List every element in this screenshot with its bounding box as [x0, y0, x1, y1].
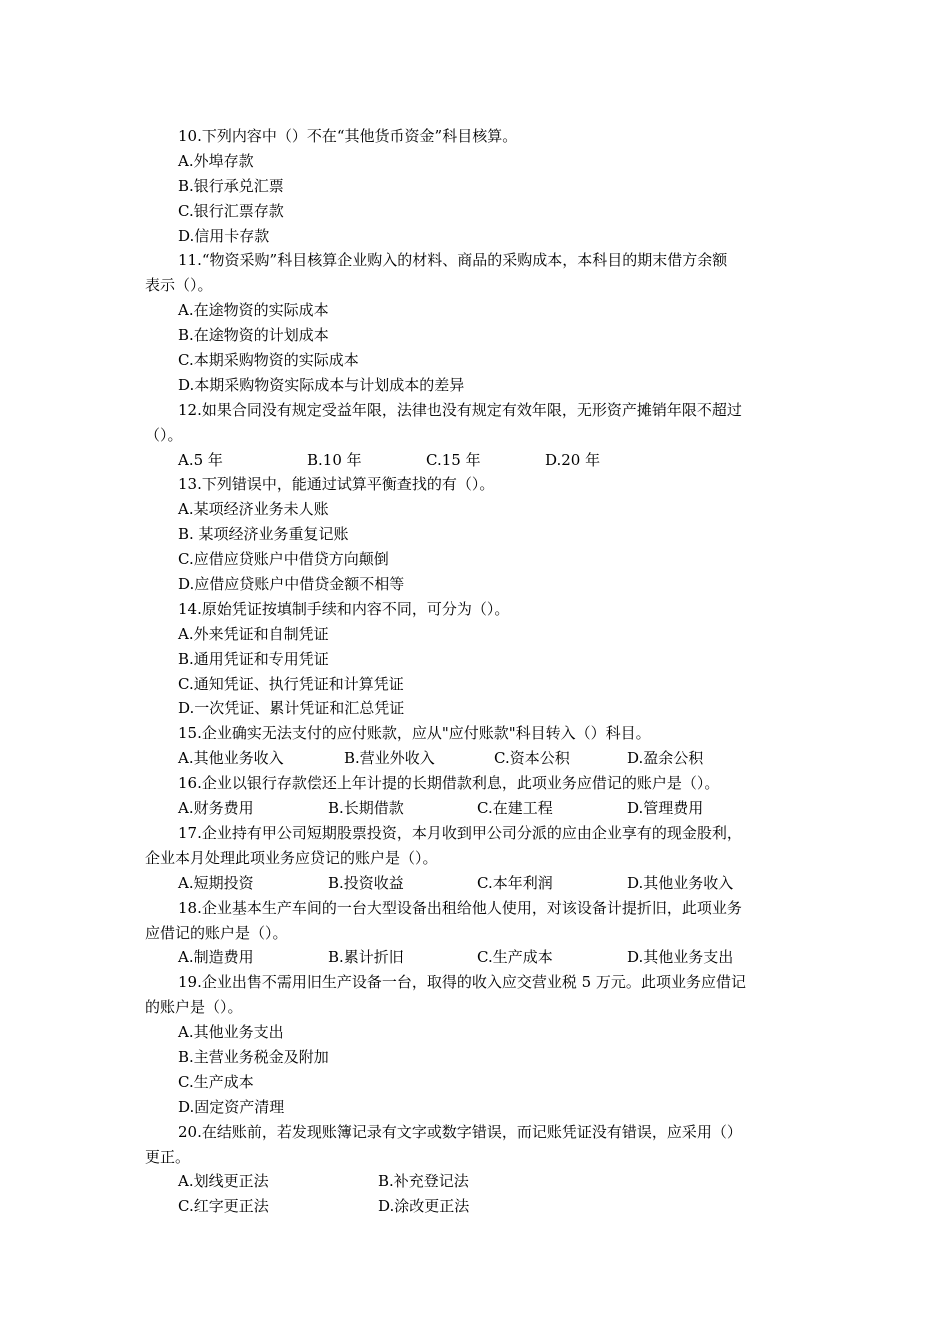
question-17-option-b: B.投资收益 — [328, 873, 404, 892]
question-11-option-a: A.在途物资的实际成本 — [178, 301, 329, 320]
question-17-options — [145, 871, 810, 896]
question-16-option-a: A.财务费用 — [178, 799, 254, 818]
question-12-stem-line1: 12.如果合同没有规定受益年限，法律也没有规定有效年限，无形资产摊销年限不超过 — [178, 400, 742, 419]
question-19-option-c: C.生产成本 — [178, 1072, 254, 1091]
question-10-option-c: C.银行汇票存款 — [178, 201, 284, 220]
question-16-option-d: D.管理费用 — [627, 799, 704, 818]
question-20-options-row1 — [145, 1169, 810, 1194]
question-15-option-d: D.盈余公积 — [627, 749, 704, 768]
question-16-stem: 16.企业以银行存款偿还上年计提的长期借款利息，此项业务应借记的账户是（）。 — [178, 774, 720, 793]
question-17-option-a: A.短期投资 — [178, 873, 254, 892]
question-19-stem-line1: 19.企业出售不需用旧生产设备一台，取得的收入应交营业税 5 万元。此项业务应借记 — [178, 973, 746, 992]
question-12-option-c: C.15 年 — [426, 450, 481, 469]
question-11-stem-line1: 11.“物资采购”科目核算企业购入的材料、商品的采购成本，本科目的期末借方余额 — [178, 251, 728, 270]
question-18-options — [145, 945, 810, 970]
question-11-option-c: C.本期采购物资的实际成本 — [178, 351, 359, 370]
question-13-stem: 13.下列错误中，能通过试算平衡查找的有（）。 — [178, 475, 495, 494]
question-10-stem: 10.下列内容中（）不在“其他货币资金”科目核算。 — [178, 127, 518, 145]
question-18-stem-line2: 应借记的账户是（）。 — [145, 923, 288, 942]
question-12-stem-line2: （）。 — [145, 425, 183, 444]
question-18-option-d: D.其他业务支出 — [627, 948, 734, 967]
question-14-option-c: C.通知凭证、执行凭证和计算凭证 — [178, 674, 404, 693]
question-10-option-b: B.银行承兑汇票 — [178, 176, 284, 195]
question-12-option-d: D.20 年 — [545, 450, 601, 469]
question-13-option-d: D.应借应贷账户中借贷金额不相等 — [178, 575, 405, 594]
question-15-option-b: B.营业外收入 — [344, 749, 435, 768]
question-20-option-a: A.划线更正法 — [178, 1172, 269, 1191]
question-17-option-c: C.本年利润 — [477, 873, 553, 892]
question-13-option-b: B. 某项经济业务重复记账 — [178, 525, 349, 544]
question-17-stem-line2: 企业本月处理此项业务应贷记的账户是（）。 — [145, 848, 438, 867]
question-12-option-b: B.10 年 — [307, 450, 362, 469]
question-20-stem-line2: 更正。 — [145, 1147, 191, 1166]
question-11-option-b: B.在途物资的计划成本 — [178, 326, 329, 345]
question-16-options — [145, 796, 810, 821]
question-10-option-a: A.外埠存款 — [178, 151, 254, 170]
question-19-option-b: B.主营业务税金及附加 — [178, 1047, 329, 1066]
question-16-option-c: C.在建工程 — [477, 799, 553, 818]
question-19-option-d: D.固定资产清理 — [178, 1097, 285, 1116]
question-20-stem-line1: 20.在结账前，若发现账簿记录有文字或数字错误，而记账凭证没有错误，应采用（） — [178, 1122, 742, 1141]
question-18-stem-line1: 18.企业基本生产车间的一台大型设备出租给他人使用，对该设备计提折旧，此项业务 — [178, 898, 742, 917]
question-17-option-d: D.其他业务收入 — [627, 873, 734, 892]
question-14-stem: 14.原始凭证按填制手续和内容不同，可分为（）。 — [178, 599, 510, 618]
question-14-option-b: B.通用凭证和专用凭证 — [178, 649, 329, 668]
question-10-option-d: D.信用卡存款 — [178, 226, 270, 245]
question-20-option-d: D.涂改更正法 — [378, 1197, 470, 1216]
question-17-stem-line1: 17.企业持有甲公司短期股票投资，本月收到甲公司分派的应由企业享有的现金股利， — [178, 823, 742, 842]
question-20-option-b: B.补充登记法 — [378, 1172, 469, 1191]
question-14-option-a: A.外来凭证和自制凭证 — [178, 624, 329, 643]
question-18-option-a: A.制造费用 — [178, 948, 254, 967]
question-19-option-a: A.其他业务支出 — [178, 1023, 284, 1042]
question-12-option-a: A.5 年 — [178, 450, 223, 469]
question-14-option-d: D.一次凭证、累计凭证和汇总凭证 — [178, 699, 405, 718]
question-11-option-d: D.本期采购物资实际成本与计划成本的差异 — [178, 375, 465, 394]
question-15-option-c: C.资本公积 — [494, 749, 570, 768]
question-18-option-c: C.生产成本 — [477, 948, 553, 967]
question-20-option-c: C.红字更正法 — [178, 1197, 269, 1216]
question-20-options-row2 — [145, 1194, 810, 1219]
question-19-stem-line2: 的账户是（）。 — [145, 998, 243, 1017]
question-13-option-c: C.应借应贷账户中借贷方向颠倒 — [178, 550, 389, 569]
question-12-options — [145, 448, 810, 473]
question-15-option-a: A.其他业务收入 — [178, 749, 284, 768]
question-18-option-b: B.累计折旧 — [328, 948, 404, 967]
document-page — [145, 124, 810, 1219]
question-11-stem-line2: 表示（）。 — [145, 276, 213, 295]
question-16-option-b: B.长期借款 — [328, 799, 404, 818]
question-15-stem: 15.企业确实无法支付的应付账款，应从"应付账款"科目转入（）科目。 — [178, 724, 651, 743]
question-13-option-a: A.某项经济业务未人账 — [178, 500, 329, 519]
question-15-options — [145, 746, 810, 771]
